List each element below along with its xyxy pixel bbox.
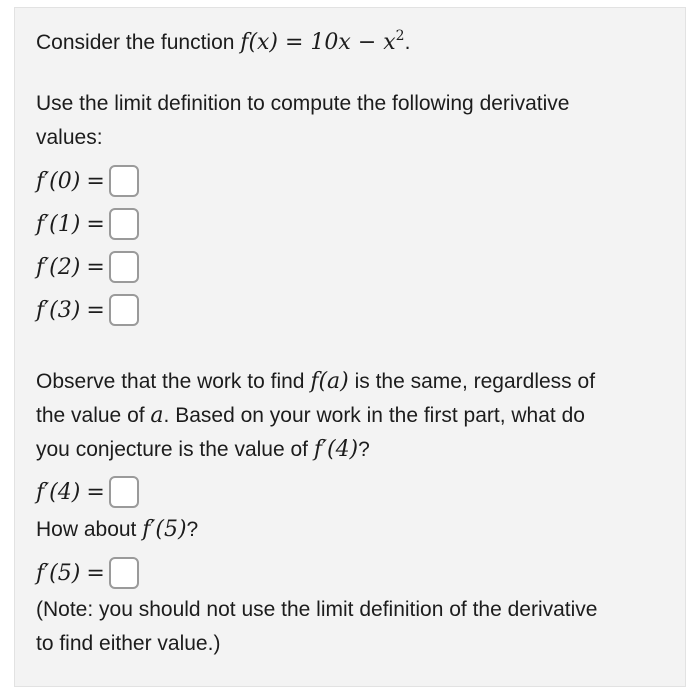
math-f-of-a: f(a) bbox=[310, 369, 349, 394]
equals-sign: = bbox=[86, 254, 105, 280]
derivative-label: f′(1) bbox=[36, 211, 81, 237]
how-about-line bbox=[36, 515, 198, 545]
derivative-label: f′(3) bbox=[36, 297, 81, 323]
answer-input-f4[interactable] bbox=[109, 476, 139, 508]
math-a: a bbox=[150, 403, 164, 428]
observe-line-1 bbox=[36, 367, 595, 397]
observe-text: is the same, regardless of bbox=[348, 370, 596, 393]
note-line-1: (Note: you should not use the limit definition of the derivative bbox=[36, 598, 598, 621]
derivative-row-5 bbox=[36, 556, 139, 590]
derivative-row-2 bbox=[36, 250, 139, 284]
answer-input-f0[interactable] bbox=[109, 165, 139, 197]
derivative-label: f′(2) bbox=[36, 254, 81, 280]
derivative-label: f′(0) bbox=[36, 168, 81, 194]
how-about-text: ? bbox=[186, 518, 199, 541]
observe-text: you conjecture is the value of bbox=[36, 438, 314, 461]
equals-sign: = bbox=[86, 560, 105, 586]
derivative-row-0 bbox=[36, 164, 139, 198]
observe-text: . Based on your work in the first part, what do bbox=[163, 404, 585, 427]
instruction-line-1: Use the limit definition to compute the following derivative bbox=[36, 92, 570, 115]
intro-line bbox=[36, 28, 410, 60]
derivative-row-1 bbox=[36, 207, 139, 241]
answer-input-f1[interactable] bbox=[109, 208, 139, 240]
answer-input-f3[interactable] bbox=[109, 294, 139, 326]
equals-sign: = bbox=[86, 168, 105, 194]
equals-sign: = bbox=[86, 479, 105, 505]
observe-line-2 bbox=[36, 401, 585, 431]
intro-prefix: Consider the function bbox=[36, 31, 241, 54]
observe-text: Observe that the work to find bbox=[36, 370, 311, 393]
answer-input-f2[interactable] bbox=[109, 251, 139, 283]
equals-sign: = bbox=[86, 211, 105, 237]
function-expression bbox=[240, 30, 404, 55]
equals-sign: = bbox=[86, 297, 105, 323]
function-exponent: 2 bbox=[395, 28, 405, 44]
derivative-row-3 bbox=[36, 293, 139, 327]
observe-line-3 bbox=[36, 435, 370, 465]
derivative-label: f′(5) bbox=[36, 560, 81, 586]
function-body: f(x) = 10x − x bbox=[240, 30, 396, 55]
intro-suffix: . bbox=[404, 31, 411, 54]
instruction-line-2: values: bbox=[36, 126, 103, 149]
derivative-row-4 bbox=[36, 475, 139, 509]
derivative-label: f′(4) bbox=[36, 479, 81, 505]
observe-text: ? bbox=[358, 438, 370, 461]
math-f-prime-5: f′(5) bbox=[142, 517, 187, 542]
answer-input-f5[interactable] bbox=[109, 557, 139, 589]
note-line-2: to find either value.) bbox=[36, 632, 221, 655]
math-f-prime-4: f′(4) bbox=[313, 437, 359, 462]
observe-text: the value of bbox=[36, 404, 151, 427]
how-about-text: How about bbox=[36, 518, 143, 541]
